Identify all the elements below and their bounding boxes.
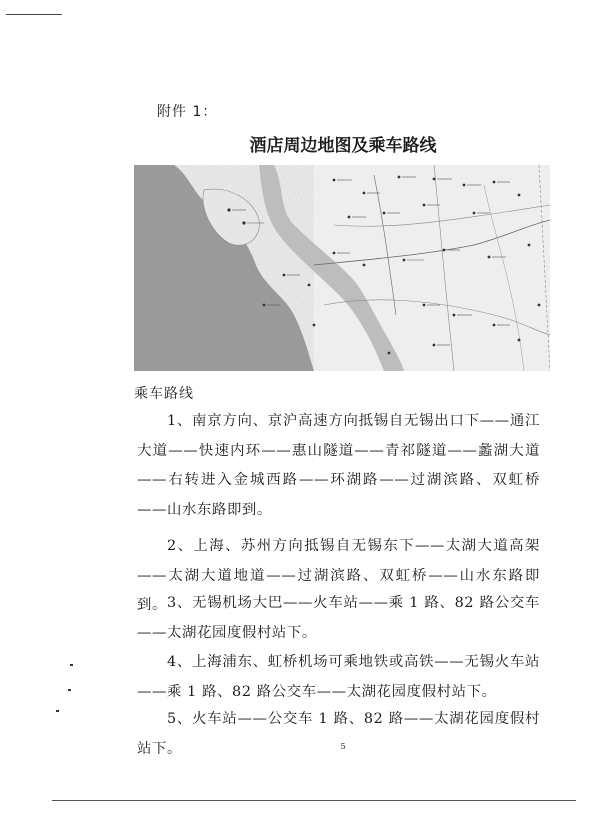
route-item-5: 5、火车站——公交车 1 路、82 路——太湖花园度假村站下。 (137, 711, 540, 757)
route-item-3: 3、无锡机场大巴——火车站——乘 1 路、82 路公交车——太湖花园度假村站下。 (137, 595, 540, 641)
route-heading: 乘车路线 (134, 386, 194, 402)
route-item-2: 2、上海、苏州方向抵锡自无锡东下——太湖大道高架——太湖大道地道——过湖滨路、双虹桥——山水东路即到。 (137, 538, 540, 614)
route-item-4: 4、上海浦东、虹桥机场可乘地铁或高铁——无锡火车站——乘 1 路、82 路公交车——太湖花园度假村站下。 (137, 654, 540, 700)
scan-speck (56, 710, 59, 712)
page-title: 酒店周边地图及乘车路线 (249, 136, 437, 156)
top-rule (6, 14, 62, 15)
route-item-1: 1、南京方向、京沪高速方向抵锡自无锡出口下——通江大道——快速内环——惠山隧道——青祁隧道——蠡湖大道——右转进入金城西路——环湖路——过湖滨路、双虹桥——山水东路即到。 (137, 413, 540, 518)
scan-speck (70, 664, 73, 666)
attachment-label: 附件 1： (157, 104, 218, 120)
scan-speck (68, 689, 71, 691)
map-image (134, 165, 550, 371)
bottom-rule (52, 800, 576, 801)
page-number: 5 (340, 742, 346, 751)
hotel-area-map (134, 165, 550, 371)
